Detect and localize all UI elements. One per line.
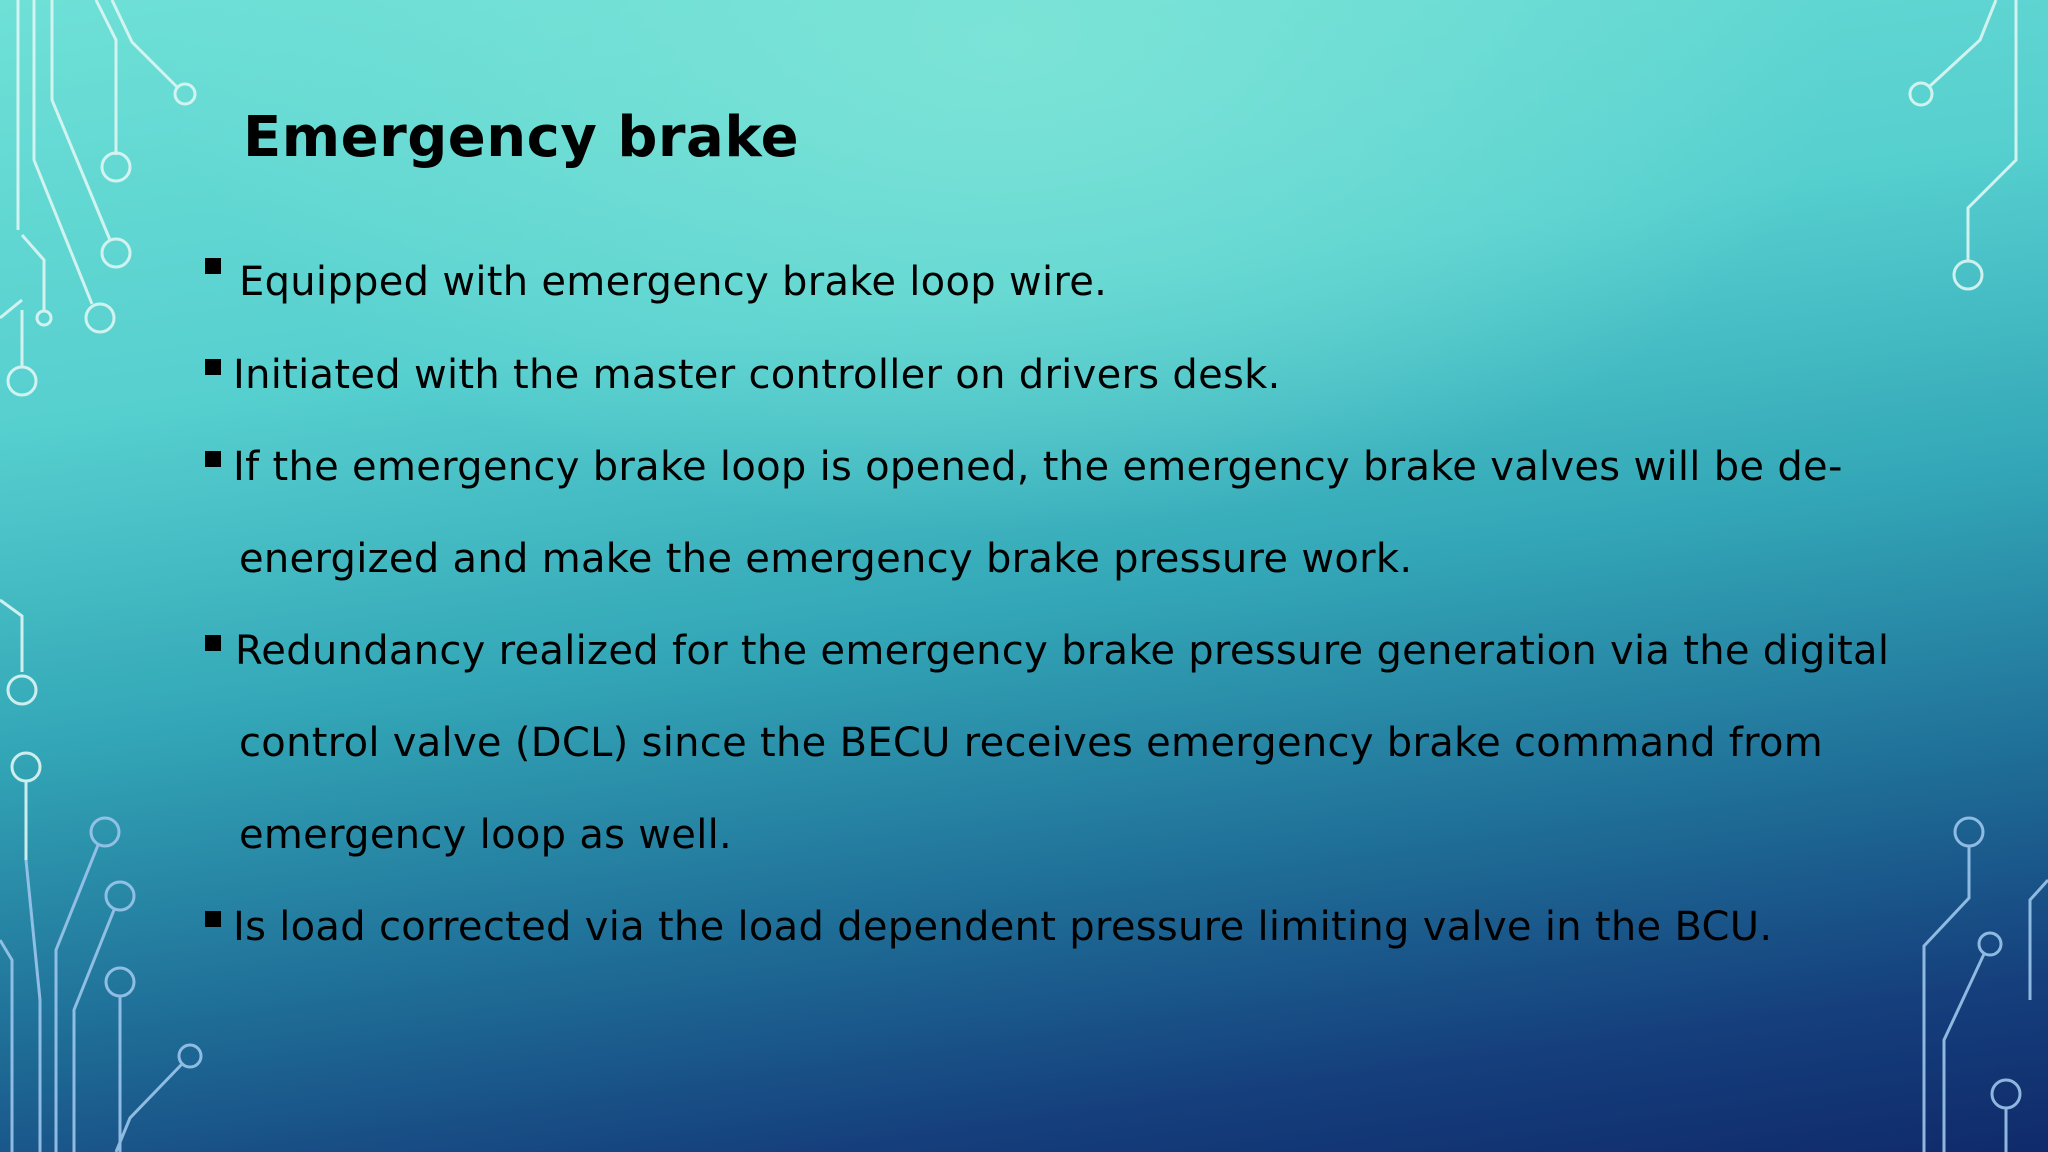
square-bullet-icon bbox=[205, 359, 221, 375]
bullet-text bbox=[233, 329, 1919, 421]
square-bullet-icon bbox=[205, 635, 221, 651]
bullet-line: Initiated with the master controller on drivers desk. bbox=[233, 352, 1281, 398]
bullet-text bbox=[233, 881, 1919, 973]
square-bullet-icon bbox=[205, 258, 221, 274]
bullet-line: emergency loop as well. bbox=[239, 812, 733, 858]
bullet-line: If the emergency brake loop is opened, the emergency brake valves will be de- bbox=[233, 444, 1843, 490]
bullet-text bbox=[233, 421, 1919, 605]
bullet-line: Redundancy realized for the emergency brake pressure generation via the digital bbox=[235, 628, 1890, 674]
bullet-line: Equipped with emergency brake loop wire. bbox=[239, 259, 1108, 305]
bullet-text bbox=[239, 236, 1919, 328]
bullet-line: energized and make the emergency brake pressure work. bbox=[239, 536, 1413, 582]
bullet-text bbox=[235, 605, 1919, 881]
square-bullet-icon bbox=[205, 911, 221, 927]
bullet-line: Is load corrected via the load dependent pressure limiting valve in the BCU. bbox=[233, 904, 1773, 950]
slide-title: Emergency brake bbox=[243, 105, 800, 170]
bullet-line: control valve (DCL) since the BECU receives emergency brake command from bbox=[239, 720, 1824, 766]
square-bullet-icon bbox=[205, 451, 221, 467]
